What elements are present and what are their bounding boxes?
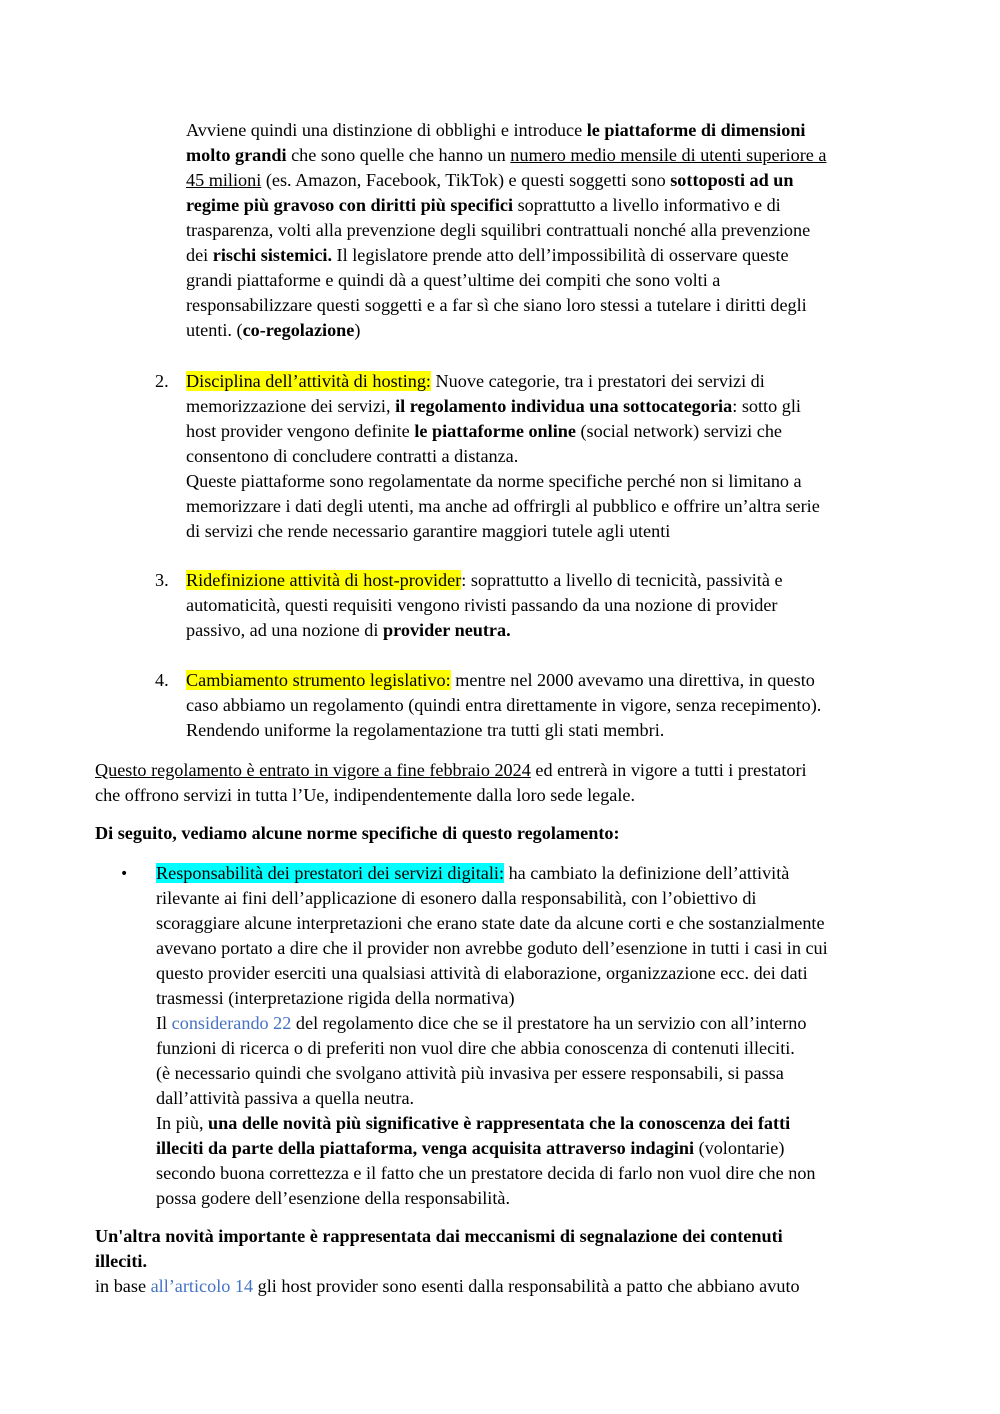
text-line [156,886,828,911]
highlighted-text: Responsabilità dei prestatori dei servizi digitali: [156,863,505,883]
text-run: passivo, ad una nozione di [186,620,383,640]
list-number: 2. [155,371,169,391]
text-line [186,193,826,218]
text-line [186,593,783,618]
text-run: : soprattutto a livello di tecnicità, passività e [461,570,783,590]
text-line [186,618,783,643]
text-run: che offrono servizi in tutta l’Ue, indipendentemente dalla loro sede legale. [95,785,636,805]
text-line [186,568,783,593]
text-line [156,911,828,936]
text-run: funzioni di ricerca o di preferiti non vuol dire che abbia conoscenza di contenuti illeciti. [156,1038,795,1058]
text-line [186,494,820,519]
section-heading [95,1224,783,1274]
text-run: mentre nel 2000 avevamo una direttiva, in questo [450,670,815,690]
text-run: memorizzare i dati degli utenti, ma anche ad offrirgli al pubblico e offrire un’altra serie [186,496,820,516]
text-line [156,961,828,986]
text-run: : sotto gli [732,396,801,416]
highlighted-text: Ridefinizione attività di host-provider [186,570,462,590]
reference-link[interactable]: all’articolo 14 [150,1276,254,1296]
list-number: 3. [155,570,169,590]
text-line [95,758,807,783]
text-run: trasparenza, volti alla prevenzione degli squilibri contrattuali nonché alla prevenzione [186,220,811,240]
text-run: In più, [156,1113,209,1133]
text-line [186,394,820,419]
text-line [186,243,826,268]
bold-text: le piattaforme di dimensioni [586,120,806,140]
text-run: gli host provider sono esenti dalla responsabilità a patto che abbiano avuto [253,1276,800,1296]
text-run: (es. Amazon, Facebook, TikTok) e questi soggetti sono [261,170,671,190]
bold-text: co-regolazione [242,320,355,340]
text-run: grandi piattaforme e quindi dà a quest’ultime dei compiti che sono volti a [186,270,721,290]
bold-text: Di seguito, vediamo alcune norme specifiche di questo regolamento: [95,823,620,843]
text-line [186,293,826,318]
text-run: Il [156,1013,172,1033]
text-line [186,668,821,693]
bold-text: molto grandi [186,145,287,165]
bold-text: Un'altra novità importante è rappresentata dai meccanismi di segnalazione dei contenuti [95,1226,783,1246]
underlined-text: 45 milioni [186,170,262,190]
list-number: 4. [155,670,169,690]
text-line [156,1061,828,1086]
list-item-text [186,568,783,643]
text-run: questo provider eserciti una qualsiasi attività di elaborazione, organizzazione ecc. dei dati [156,963,808,983]
text-line [156,986,828,1011]
text-line [156,1036,828,1061]
text-run: Il legislatore prende atto dell’impossibilità di osservare queste [332,245,789,265]
text-line [186,469,820,494]
bold-text: sottoposti ad un [670,170,794,190]
text-run: automaticità, questi requisiti vengono rivisti passando da una nozione di provider [186,595,778,615]
text-run: host provider vengono definite [186,421,415,441]
bold-text: regime più gravoso con diritti più specifici [186,195,514,215]
text-run: trasmessi (interpretazione rigida della normativa) [156,988,515,1008]
text-run: che sono quelle che hanno un [286,145,511,165]
text-run: ha cambiato la definizione dell’attività [504,863,790,883]
text-run: Queste piattaforme sono regolamentate da norme specifiche perché non si limitano a [186,471,802,491]
text-run: soprattutto a livello informativo e di [513,195,781,215]
text-line [186,168,826,193]
text-run: avevano portato a dire che il provider non avrebbe goduto dell’esenzione in tutti i casi in cui [156,938,828,958]
text-line [156,1186,828,1211]
highlighted-text: Cambiamento strumento legislativo: [186,670,451,690]
text-run: consentono di concludere contratti a distanza. [186,446,519,466]
text-run: responsabilizzare questi soggetti e a far sì che siano loro stessi a tutelare i diritti degli [186,295,807,315]
text-run: Rendendo uniforme la regolamentazione tra tutti gli stati membri. [186,720,665,740]
text-line [95,1274,800,1299]
text-line [156,861,828,886]
text-run: ed entrerà in vigore a tutti i prestatori [530,760,807,780]
text-line [186,419,820,444]
text-run: scoraggiare alcune interpretazioni che erano state date da alcune corti e che sostanzialmente [156,913,825,933]
text-line [186,143,826,168]
text-run: Avviene quindi una distinzione di obblighi e introduce [186,120,587,140]
text-line [95,821,620,846]
text-line [95,1249,783,1274]
bold-text: una delle novità più significative è rappresentata che la conoscenza dei fatti [208,1113,791,1133]
article-14-paragraph [95,1274,800,1299]
text-run: utenti. ( [186,320,243,340]
text-run: del regolamento dice che se il prestatore ha un servizio con all’interno [291,1013,807,1033]
text-run: (social network) servizi che [575,421,782,441]
text-line [156,1111,828,1136]
text-run: di servizi che rende necessario garantire maggiori tutele agli utenti [186,521,671,541]
text-run: (volontarie) [694,1138,785,1158]
section-heading [95,821,620,846]
underlined-text: Questo regolamento è entrato in vigore a fine febbraio 2024 [95,760,531,780]
text-run: rilevante ai fini dell’applicazione di esonero dalla responsabilità, con l’obiettivo di [156,888,757,908]
text-run: in base [95,1276,151,1296]
text-line [186,369,820,394]
text-run: Nuove categorie, tra i prestatori dei servizi di [431,371,765,391]
bold-text: il regolamento individua una sottocategoria [395,396,733,416]
intro-paragraph [186,118,826,343]
bold-text: illeciti. [95,1251,148,1271]
reference-link[interactable]: considerando 22 [171,1013,292,1033]
entry-into-force-paragraph [95,758,807,808]
text-line [156,1086,828,1111]
bold-text: illeciti da parte della piattaforma, venga acquisita attraverso indagini [156,1138,695,1158]
bold-text: le piattaforme online [414,421,576,441]
bold-text: provider neutra. [383,620,511,640]
text-line [186,444,820,469]
text-line [156,1136,828,1161]
text-line [186,218,826,243]
text-run: dei [186,245,213,265]
underlined-text: numero medio mensile di utenti superiore a [510,145,827,165]
text-line [186,118,826,143]
text-run: possa godere dell’esenzione della responsabilità. [156,1188,511,1208]
text-run: (è necessario quindi che svolgano attività più invasiva per essere responsabili, si passa [156,1063,784,1083]
text-run: memorizzazione dei servizi, [186,396,396,416]
list-item-text [186,668,821,743]
text-line [186,318,826,343]
bullet-item-text [156,861,828,1211]
text-run: dall’attività passiva a quella neutra. [156,1088,415,1108]
text-line [186,718,821,743]
text-line [156,936,828,961]
list-item-text [186,369,820,544]
text-line [186,519,820,544]
text-line [156,1161,828,1186]
text-line [156,1011,828,1036]
text-run: ) [354,320,361,340]
bold-text: rischi sistemici. [212,245,332,265]
text-run: secondo buona correttezza e il fatto che un prestatore decida di farlo non vuol dire che non [156,1163,816,1183]
highlighted-text: Disciplina dell’attività di hosting: [186,371,431,391]
text-line [186,268,826,293]
text-line [95,1224,783,1249]
text-run: caso abbiamo un regolamento (quindi entra direttamente in vigore, senza recepimento). [186,695,822,715]
text-line [186,693,821,718]
text-line [95,783,807,808]
bullet-icon: • [120,866,129,882]
